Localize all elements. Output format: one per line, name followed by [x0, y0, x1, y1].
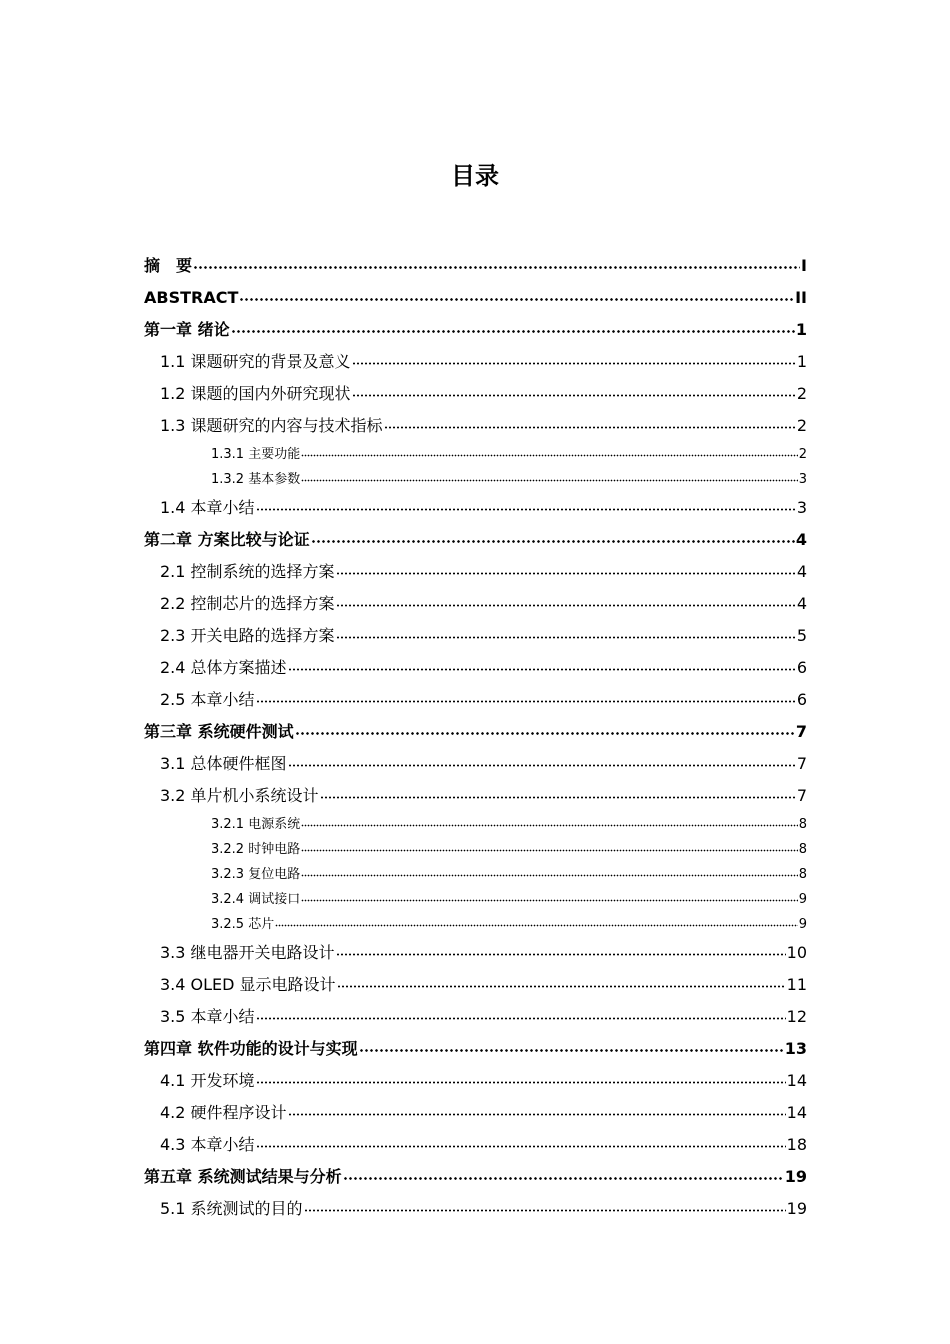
toc-entry-page-number: 11 — [786, 975, 807, 994]
toc-entry[interactable] — [144, 588, 807, 620]
toc-entry-page-number: 10 — [786, 943, 807, 962]
toc-entry[interactable] — [144, 314, 807, 346]
toc-entry-page-number: 19 — [784, 1167, 807, 1186]
toc-entry-label: 2.2 控制芯片的选择方案 — [160, 594, 335, 613]
toc-entry-label: 3.2.1 电源系统 — [211, 817, 301, 832]
toc-entry[interactable] — [144, 837, 807, 862]
toc-entry-page-number: I — [801, 256, 807, 275]
dot-leader — [336, 561, 796, 577]
toc-entry-page-number: 2 — [796, 416, 807, 435]
toc-entry[interactable] — [144, 620, 807, 652]
toc-entry-label: 1.3.1 主要功能 — [211, 447, 301, 462]
toc-entry-page-number: 3 — [798, 472, 807, 487]
toc-entry[interactable] — [144, 1097, 807, 1129]
toc-entry[interactable] — [144, 780, 807, 812]
dot-leader — [301, 840, 798, 853]
dot-leader — [275, 915, 798, 928]
toc-entry[interactable] — [144, 346, 807, 378]
dot-leader — [288, 753, 796, 769]
toc-entry-page-number: 2 — [798, 447, 807, 462]
dot-leader — [311, 529, 795, 545]
dot-leader — [336, 942, 786, 958]
toc-entry-label: 4.2 硬件程序设计 — [160, 1103, 287, 1122]
toc-entry-page-number: 2 — [796, 384, 807, 403]
page-title: 目录 — [451, 162, 499, 190]
dot-leader — [256, 1070, 786, 1086]
toc-entry-label: 5.1 系统测试的目的 — [160, 1199, 303, 1218]
dot-leader — [256, 497, 796, 513]
dot-leader — [343, 1166, 784, 1182]
toc-entry-label: ABSTRACT — [144, 288, 239, 307]
toc-entry-label: 1.3.2 基本参数 — [211, 472, 301, 487]
toc-entry-page-number: 5 — [796, 626, 807, 645]
dot-leader — [256, 689, 796, 705]
toc-entry-page-number: 18 — [786, 1135, 807, 1154]
toc-entry-label: 第一章 绪论 — [144, 320, 230, 339]
toc-entry[interactable] — [144, 887, 807, 912]
toc-entry-page-number: 3 — [796, 498, 807, 517]
toc-entry-label: 3.1 总体硬件框图 — [160, 754, 287, 773]
toc-entry-label: 1.3 课题研究的内容与技术指标 — [160, 416, 383, 435]
toc-entry-page-number: 8 — [798, 867, 807, 882]
toc-entry-page-number: 1 — [795, 320, 807, 339]
dot-leader — [320, 785, 796, 801]
toc-entry-page-number: 14 — [786, 1071, 807, 1090]
dot-leader — [301, 445, 798, 458]
toc-entry-label: 第二章 方案比较与论证 — [144, 530, 310, 549]
toc-entry-label: 4.1 开发环境 — [160, 1071, 255, 1090]
toc-entry[interactable] — [144, 467, 807, 492]
toc-entry[interactable] — [144, 652, 807, 684]
toc-entry[interactable] — [144, 1161, 807, 1193]
toc-entry-page-number: 19 — [786, 1199, 807, 1218]
toc-entry[interactable] — [144, 556, 807, 588]
toc-entry-page-number: 8 — [798, 817, 807, 832]
toc-entry-label: 2.4 总体方案描述 — [160, 658, 287, 677]
dot-leader — [256, 1134, 786, 1150]
dot-leader — [288, 657, 796, 673]
toc-entry-label: 摘 要 — [144, 256, 193, 275]
dot-leader — [352, 351, 796, 367]
toc-entry-label: 3.2.3 复位电路 — [211, 867, 301, 882]
toc-entry-page-number: 6 — [796, 690, 807, 709]
toc-entry[interactable] — [144, 410, 807, 442]
toc-entry-label: 1.1 课题研究的背景及意义 — [160, 352, 351, 371]
dot-leader — [301, 815, 798, 828]
toc-entry-page-number: 4 — [796, 594, 807, 613]
toc-entry-label: 2.3 开关电路的选择方案 — [160, 626, 335, 645]
toc-entry[interactable] — [144, 1033, 807, 1065]
toc-entry-label: 第三章 系统硬件测试 — [144, 722, 294, 741]
toc-entry-label: 3.5 本章小结 — [160, 1007, 255, 1026]
toc-entry[interactable] — [144, 716, 807, 748]
toc-entry-label: 1.2 课题的国内外研究现状 — [160, 384, 351, 403]
dot-leader — [288, 1102, 786, 1118]
dot-leader — [304, 1198, 786, 1214]
toc-entry-page-number: 7 — [795, 722, 807, 741]
toc-entry[interactable] — [144, 1129, 807, 1161]
dot-leader — [301, 890, 798, 903]
toc-entry[interactable] — [144, 862, 807, 887]
toc-entry-label: 3.2.5 芯片 — [211, 917, 275, 932]
toc-entry-page-number: 4 — [795, 530, 807, 549]
toc-entry-page-number: 9 — [798, 892, 807, 907]
toc-entry[interactable] — [144, 524, 807, 556]
toc-entry-page-number: 6 — [796, 658, 807, 677]
toc-entry-page-number: 14 — [786, 1103, 807, 1122]
toc-entry-page-number: 4 — [796, 562, 807, 581]
toc-entry-page-number: 7 — [796, 754, 807, 773]
toc-entry[interactable] — [144, 912, 807, 937]
toc-entry-label: 第四章 软件功能的设计与实现 — [144, 1039, 358, 1058]
toc-entry[interactable] — [144, 937, 807, 969]
dot-leader — [336, 593, 796, 609]
dot-leader — [301, 470, 798, 483]
toc-entry[interactable] — [144, 250, 807, 282]
toc-entry-label: 3.3 继电器开关电路设计 — [160, 943, 335, 962]
toc-entry-label: 3.2.2 时钟电路 — [211, 842, 301, 857]
toc-entry-page-number: II — [795, 288, 807, 307]
toc-entry-label: 4.3 本章小结 — [160, 1135, 255, 1154]
toc-entry-page-number: 13 — [784, 1039, 807, 1058]
toc-entry-label: 1.4 本章小结 — [160, 498, 255, 517]
dot-leader — [336, 625, 796, 641]
toc-entry-page-number: 8 — [798, 842, 807, 857]
toc-entry[interactable] — [144, 812, 807, 837]
dot-leader — [256, 1006, 786, 1022]
toc-entry[interactable] — [144, 969, 807, 1001]
toc-entry-label: 3.2 单片机小系统设计 — [160, 786, 319, 805]
toc-entry[interactable] — [144, 1065, 807, 1097]
toc-entry-page-number: 12 — [786, 1007, 807, 1026]
dot-leader — [359, 1038, 784, 1054]
toc-entry-label: 2.1 控制系统的选择方案 — [160, 562, 335, 581]
toc-entry[interactable] — [144, 442, 807, 467]
toc-entry-label: 3.2.4 调试接口 — [211, 892, 301, 907]
toc-entry-page-number: 1 — [796, 352, 807, 371]
toc-entry[interactable] — [144, 378, 807, 410]
dot-leader — [337, 974, 786, 990]
toc-entry[interactable] — [144, 1001, 807, 1033]
dot-leader — [384, 415, 796, 431]
toc-entry[interactable] — [144, 684, 807, 716]
dot-leader — [295, 721, 795, 737]
toc-entry-label: 3.4 OLED 显示电路设计 — [160, 975, 336, 994]
toc-entry[interactable] — [144, 492, 807, 524]
dot-leader — [352, 383, 796, 399]
toc-entry-label: 2.5 本章小结 — [160, 690, 255, 709]
toc-entry[interactable] — [144, 748, 807, 780]
table-of-contents — [144, 250, 807, 1225]
dot-leader — [301, 865, 798, 878]
toc-entry[interactable] — [144, 282, 807, 314]
toc-entry-page-number: 9 — [798, 917, 807, 932]
toc-entry[interactable] — [144, 1193, 807, 1225]
dot-leader — [193, 255, 800, 271]
toc-entry-label: 第五章 系统测试结果与分析 — [144, 1167, 342, 1186]
toc-entry-page-number: 7 — [796, 786, 807, 805]
dot-leader — [231, 319, 795, 335]
dot-leader — [239, 287, 794, 303]
